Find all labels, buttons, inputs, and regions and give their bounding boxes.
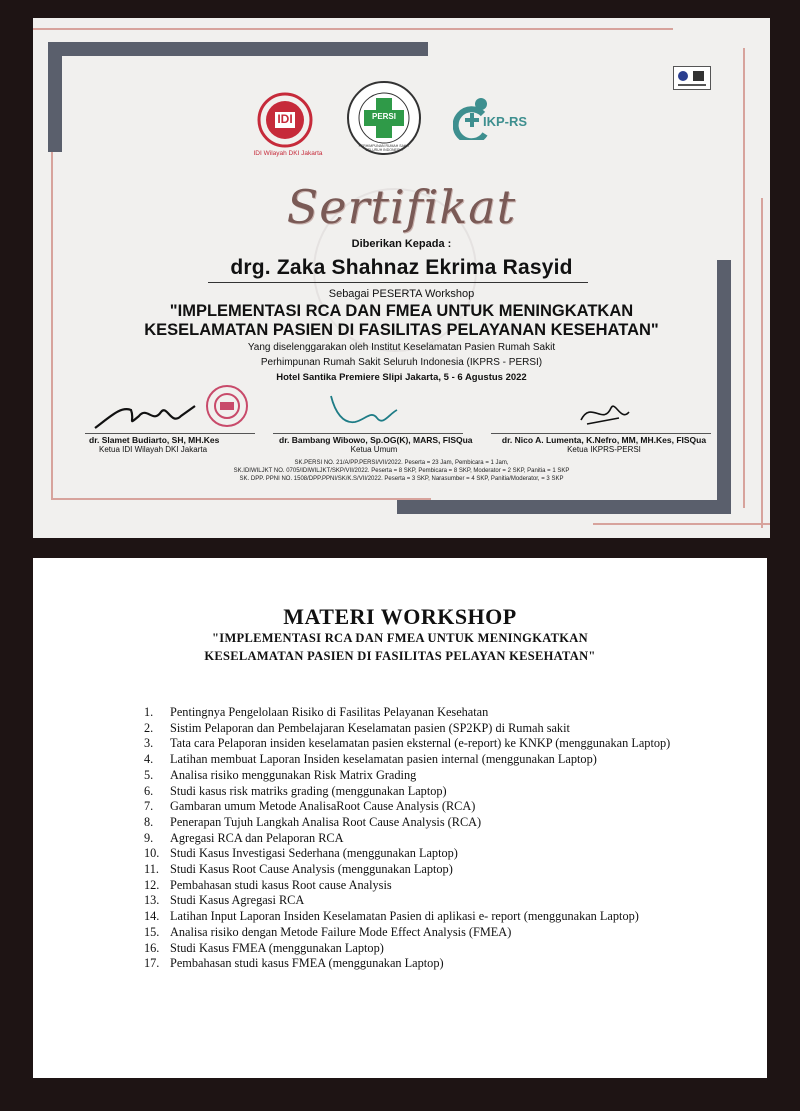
organizer-line-2: Perhimpunan Rumah Sakit Seluruh Indonesia (IKPRS - PERSI) bbox=[260, 357, 543, 368]
list-item-number: 3. bbox=[144, 736, 154, 751]
list-item-text: Studi Kasus Investigasi Sederhana (menggunakan Laptop) bbox=[170, 846, 458, 861]
idi-logo bbox=[257, 92, 313, 148]
frame-bar-bottom bbox=[397, 500, 731, 514]
certificate-title: Sertifikat bbox=[286, 180, 517, 234]
frame-line-bottom bbox=[51, 498, 431, 500]
list-item bbox=[144, 799, 754, 815]
sk-line-2: SK.IDIWILJKT NO. 0705/IDIWILJKT/SKP/VII/2022. Peserta = 8 SKP, Pembicara = 8 SKP, Moderator = 2 SKP, Panitia = 1 SKP bbox=[233, 468, 570, 474]
list-item bbox=[144, 925, 754, 941]
signature-rule-2 bbox=[273, 433, 463, 434]
signatory-2 bbox=[279, 435, 473, 454]
list-item bbox=[144, 862, 754, 878]
list-item-number: 7. bbox=[144, 799, 154, 814]
frame-line-bottom-right bbox=[593, 523, 770, 525]
list-item-number: 11. bbox=[144, 862, 159, 877]
list-item-text: Latihan membuat Laporan Insiden keselamatan pasien internal (menggunakan Laptop) bbox=[170, 752, 597, 767]
name-underline bbox=[208, 282, 588, 283]
signatory-3-role: Ketua IKPRS-PERSI bbox=[567, 445, 641, 454]
sk-line-1: SK.PERSI NO. 21/A/PP.PERSI/VII/2022. Peserta = 23 Jam, Pembicara = 1 Jam, bbox=[294, 460, 509, 466]
list-item-text: Gambaran umum Metode AnalisaRoot Cause Analysis (RCA) bbox=[170, 799, 476, 814]
signature-rule-3 bbox=[491, 433, 711, 434]
list-item-number: 12. bbox=[144, 877, 160, 892]
accreditation-badge bbox=[673, 66, 711, 90]
materi-title: MATERI WORKSHOP bbox=[283, 604, 517, 629]
signatory-3 bbox=[495, 435, 713, 454]
list-item bbox=[144, 705, 754, 721]
list-item-number: 15. bbox=[144, 924, 160, 939]
signature-2 bbox=[325, 388, 415, 434]
list-item-text: Studi Kasus FMEA (menggunakan Laptop) bbox=[170, 940, 384, 955]
signature-1 bbox=[91, 396, 201, 434]
list-item-number: 6. bbox=[144, 783, 154, 798]
list-item bbox=[144, 941, 754, 957]
list-item-number: 14. bbox=[144, 909, 160, 924]
list-item-number: 17. bbox=[144, 956, 160, 971]
list-item bbox=[144, 784, 754, 800]
given-to-label: Diberikan Kepada : bbox=[351, 238, 452, 250]
sk-line-3: SK. DPP. PPNI NO. 1508/DPP.PPNI/SK/K.S/VII/2022. Peserta = 3 SKP, Narasumber = 4 SKP, Panitia/Moderator, = 3 SKP bbox=[239, 476, 564, 482]
list-item bbox=[144, 831, 754, 847]
signatory-1-name: dr. Slamet Budiarto, SH, MH.Kes bbox=[89, 435, 220, 445]
list-item-number: 4. bbox=[144, 752, 154, 767]
ikprs-logo bbox=[453, 96, 528, 146]
list-item-number: 10. bbox=[144, 846, 160, 861]
list-item-number: 8. bbox=[144, 814, 154, 829]
materi-subtitle-line-1: "IMPLEMENTASI RCA DAN FMEA UNTUK MENINGKATKAN bbox=[212, 631, 588, 645]
signatory-2-name: dr. Bambang Wibowo, Sp.OG(K), MARS, FISQua bbox=[279, 435, 473, 445]
list-item-text: Pembahasan studi kasus Root cause Analysis bbox=[170, 877, 392, 892]
list-item bbox=[144, 752, 754, 768]
list-item-number: 13. bbox=[144, 893, 160, 908]
certificate bbox=[33, 18, 770, 538]
list-item-text: Analisa risiko menggunakan Risk Matrix Grading bbox=[170, 767, 417, 782]
signatory-2-role: Ketua Umum bbox=[350, 445, 398, 454]
participant-role: Sebagai PESERTA Workshop bbox=[328, 288, 475, 300]
signature-3 bbox=[573, 396, 633, 432]
list-item bbox=[144, 878, 754, 894]
list-item-text: Tata cara Pelaporan insiden keselamatan pasien eksternal (e-report) ke KNKP (menggunakan Laptop) bbox=[170, 736, 671, 751]
idi-caption: IDI Wilayah DKI Jakarta bbox=[253, 150, 323, 157]
list-item-number: 2. bbox=[144, 720, 154, 735]
list-item-text: Pembahasan studi kasus FMEA (menggunakan Laptop) bbox=[170, 956, 444, 971]
list-item-text: Studi kasus risk matriks grading (menggunakan Laptop) bbox=[170, 783, 447, 798]
list-item bbox=[144, 815, 754, 831]
list-item-number: 16. bbox=[144, 940, 160, 955]
list-item bbox=[144, 721, 754, 737]
venue-date: Hotel Santika Premiere Slipi Jakarta, 5 - 6 Agustus 2022 bbox=[276, 372, 527, 383]
list-item-text: Sistim Pelaporan dan Pembelajaran Keselamatan pasien (SP2KP) di Rumah sakit bbox=[170, 720, 570, 735]
list-item-text: Penerapan Tujuh Langkah Analisa Root Cause Analysis (RCA) bbox=[170, 814, 482, 829]
list-item-number: 9. bbox=[144, 830, 154, 845]
list-item bbox=[144, 736, 754, 752]
list-item-text: Agregasi RCA dan Pelaporan RCA bbox=[170, 830, 344, 845]
list-item bbox=[144, 893, 754, 909]
list-item bbox=[144, 956, 754, 972]
ikprs-label: IKP-RS bbox=[483, 114, 528, 129]
frame-bar-left bbox=[48, 42, 62, 152]
list-item-text: Pentingnya Pengelolaan Risiko di Fasilitas Pelayanan Kesehatan bbox=[170, 705, 489, 719]
list-item-number: 1. bbox=[144, 705, 154, 719]
organizer-line-1: Yang diselenggarakan oleh Institut Keselamatan Pasien Rumah Sakit bbox=[247, 342, 556, 353]
persi-ring-text: PERHIMPUNAN RUMAH SAKIT SELURUH INDONESIA bbox=[358, 144, 410, 152]
signatory-3-name: dr. Nico A. Lumenta, K.Nefro, MM, MH.Kes, FISQua bbox=[501, 435, 707, 445]
recipient-name: drg. Zaka Shahnaz Ekrima Rasyid bbox=[230, 256, 573, 279]
materi-list bbox=[144, 705, 754, 972]
materi-page bbox=[33, 558, 767, 1078]
list-item bbox=[144, 768, 754, 784]
idi-mark: IDI bbox=[277, 112, 293, 126]
persi-logo bbox=[346, 80, 422, 156]
list-item-text: Studi Kasus Root Cause Analysis (menggunakan Laptop) bbox=[170, 862, 453, 877]
materi-subtitle-line-2: KESELAMATAN PASIEN DI FASILITAS PELAYAN KESEHATAN" bbox=[204, 649, 596, 663]
workshop-title-line-1: "IMPLEMENTASI RCA DAN FMEA UNTUK MENINGKATKAN bbox=[169, 302, 634, 320]
list-item bbox=[144, 909, 754, 925]
list-item-text: Latihan Input Laporan Insiden Keselamatan Pasien di aplikasi e- report (menggunakan Laptop) bbox=[170, 909, 639, 924]
frame-line-top bbox=[33, 28, 673, 30]
list-item-number: 5. bbox=[144, 767, 154, 782]
idi-stamp bbox=[205, 384, 249, 428]
signatory-1-role: Ketua IDI Wilayah DKI Jakarta bbox=[99, 445, 208, 454]
workshop-title-line-2: KESELAMATAN PASIEN DI FASILITAS PELAYANAN KESEHATAN" bbox=[144, 321, 659, 339]
list-item-text: Analisa risiko dengan Metode Failure Mode Effect Analysis (FMEA) bbox=[170, 924, 512, 939]
signature-rule-1 bbox=[85, 433, 255, 434]
list-item-text: Studi Kasus Agregasi RCA bbox=[170, 893, 305, 908]
frame-bar-top bbox=[48, 42, 428, 56]
persi-mark: PERSI bbox=[371, 112, 396, 121]
list-item bbox=[144, 846, 754, 862]
signatory-1 bbox=[89, 435, 219, 454]
